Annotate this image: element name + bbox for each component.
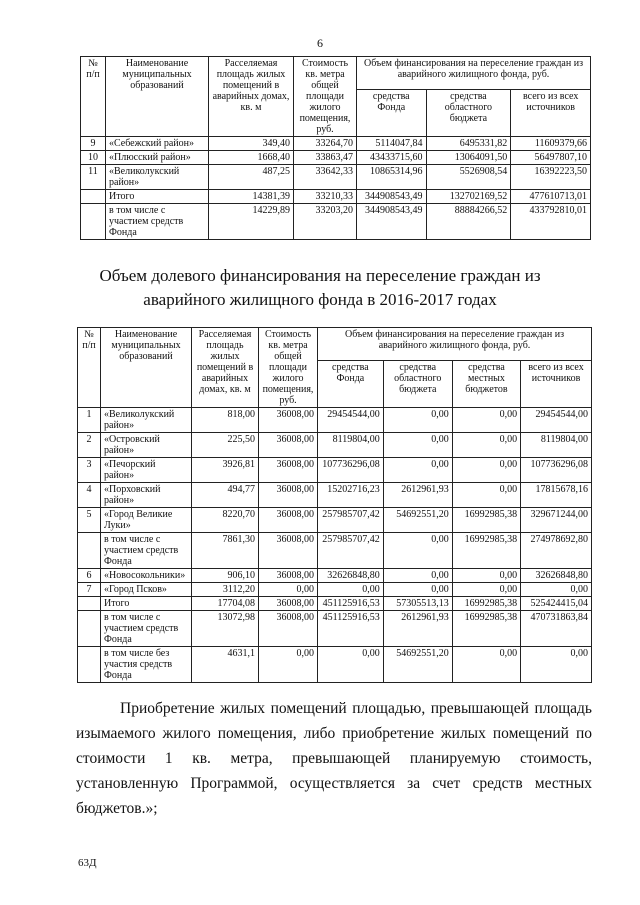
row-num	[81, 190, 106, 204]
row-area: 13072,98	[192, 611, 259, 647]
row-fund: 0,00	[318, 583, 384, 597]
row-area: 3926,81	[192, 458, 259, 483]
row-num: 9	[81, 137, 106, 151]
table-row	[78, 533, 592, 569]
header-cost: Стоимость кв. метра общей площади жилого помещения, руб.	[294, 57, 357, 137]
row-name: в том числе с участием средств Фонда	[106, 204, 209, 240]
row-total: 29454544,00	[521, 408, 592, 433]
row-regional: 57305513,13	[383, 597, 452, 611]
row-name: «Печорский район»	[101, 458, 192, 483]
header-regional: средства областного бюджета	[426, 89, 511, 136]
header-name: Наименование муниципальных образований	[101, 328, 192, 408]
row-total: 433792810,01	[511, 204, 591, 240]
row-fund: 0,00	[318, 647, 384, 683]
section-heading: Объем долевого финансирования на переселение граждан из аварийного жилищного фонда в 2016-2017 годах	[99, 266, 541, 309]
row-num: 7	[78, 583, 101, 597]
row-num: 2	[78, 433, 101, 458]
row-area: 3112,20	[192, 583, 259, 597]
row-fund: 32626848,80	[318, 569, 384, 583]
row-total: 17815678,16	[521, 483, 592, 508]
row-name: «Плюсский район»	[106, 151, 209, 165]
row-fund: 344908543,49	[357, 190, 427, 204]
row-total: 32626848,80	[521, 569, 592, 583]
table-row	[81, 151, 591, 165]
row-local: 0,00	[452, 569, 520, 583]
row-local: 0,00	[452, 458, 520, 483]
header-cost: Стоимость кв. метра общей площади жилого помещения, руб.	[259, 328, 318, 408]
row-num: 5	[78, 508, 101, 533]
financing-table-continued	[80, 56, 591, 240]
row-area: 906,10	[192, 569, 259, 583]
header-local: средства местных бюджетов	[452, 360, 520, 407]
table-row	[78, 569, 592, 583]
row-regional: 6495331,82	[426, 137, 511, 151]
row-total: 525424415,04	[521, 597, 592, 611]
row-regional: 132702169,52	[426, 190, 511, 204]
row-num	[78, 597, 101, 611]
row-cost: 33642,33	[294, 165, 357, 190]
row-total: 16392223,50	[511, 165, 591, 190]
row-cost: 36008,00	[259, 533, 318, 569]
row-local: 16992985,38	[452, 533, 520, 569]
row-num: 6	[78, 569, 101, 583]
row-regional: 0,00	[383, 533, 452, 569]
row-num	[78, 533, 101, 569]
row-area: 8220,70	[192, 508, 259, 533]
row-local: 0,00	[452, 433, 520, 458]
row-cost: 36008,00	[259, 508, 318, 533]
row-regional: 54692551,20	[383, 508, 452, 533]
table-row	[81, 190, 591, 204]
row-cost: 33264,70	[294, 137, 357, 151]
row-local: 16992985,38	[452, 597, 520, 611]
table-row	[78, 611, 592, 647]
row-regional: 2612961,93	[383, 611, 452, 647]
row-name: в том числе с участием средств Фонда	[101, 533, 192, 569]
row-regional: 54692551,20	[383, 647, 452, 683]
row-fund: 43433715,60	[357, 151, 427, 165]
row-num	[81, 204, 106, 240]
row-cost: 33203,20	[294, 204, 357, 240]
row-regional: 5526908,54	[426, 165, 511, 190]
header-num: № п/п	[78, 328, 101, 408]
row-name: Итого	[106, 190, 209, 204]
row-area: 7861,30	[192, 533, 259, 569]
row-cost: 36008,00	[259, 483, 318, 508]
header-total: всего из всех источников	[521, 360, 592, 407]
row-fund: 451125916,53	[318, 611, 384, 647]
header-fund: средства Фонда	[357, 89, 427, 136]
row-area: 225,50	[192, 433, 259, 458]
table-row	[78, 458, 592, 483]
row-cost: 36008,00	[259, 408, 318, 433]
row-regional: 0,00	[383, 458, 452, 483]
row-regional: 88884266,52	[426, 204, 511, 240]
row-name: «Новосокольники»	[101, 569, 192, 583]
row-fund: 257985707,42	[318, 508, 384, 533]
row-name: «Порховский район»	[101, 483, 192, 508]
row-num	[78, 647, 101, 683]
row-fund: 10865314,96	[357, 165, 427, 190]
row-name: «Великолукский район»	[101, 408, 192, 433]
row-name: «Город Великие Луки»	[101, 508, 192, 533]
row-name: «Себежский район»	[106, 137, 209, 151]
row-regional: 0,00	[383, 433, 452, 458]
header-fund: средства Фонда	[318, 360, 384, 407]
row-regional: 0,00	[383, 569, 452, 583]
row-local: 16992985,38	[452, 611, 520, 647]
row-cost: 0,00	[259, 647, 318, 683]
row-cost: 36008,00	[259, 569, 318, 583]
row-total: 329671244,00	[521, 508, 592, 533]
document-code: 63Д	[78, 857, 97, 869]
row-fund: 344908543,49	[357, 204, 427, 240]
row-name: «Великолукский район»	[106, 165, 209, 190]
row-local: 0,00	[452, 408, 520, 433]
row-local: 0,00	[452, 647, 520, 683]
row-name: «Город Псков»	[101, 583, 192, 597]
row-total: 477610713,01	[511, 190, 591, 204]
page-number: 6	[317, 36, 323, 50]
row-total: 274978692,80	[521, 533, 592, 569]
row-area: 14229,89	[209, 204, 294, 240]
row-num: 4	[78, 483, 101, 508]
row-cost: 36008,00	[259, 597, 318, 611]
row-num: 10	[81, 151, 106, 165]
row-fund: 257985707,42	[318, 533, 384, 569]
row-cost: 36008,00	[259, 458, 318, 483]
row-total: 0,00	[521, 647, 592, 683]
row-area: 349,40	[209, 137, 294, 151]
row-total: 0,00	[521, 583, 592, 597]
row-regional: 0,00	[383, 408, 452, 433]
row-fund: 29454544,00	[318, 408, 384, 433]
row-area: 17704,08	[192, 597, 259, 611]
row-local: 0,00	[452, 483, 520, 508]
table-row	[81, 137, 591, 151]
row-local: 0,00	[452, 583, 520, 597]
table-row	[81, 204, 591, 240]
row-area: 818,00	[192, 408, 259, 433]
header-regional: средства областного бюджета	[383, 360, 452, 407]
row-fund: 8119804,00	[318, 433, 384, 458]
row-total: 470731863,84	[521, 611, 592, 647]
row-name: в том числе с участием средств Фонда	[101, 611, 192, 647]
table-row	[78, 597, 592, 611]
row-area: 14381,39	[209, 190, 294, 204]
row-cost: 33210,33	[294, 190, 357, 204]
row-cost: 36008,00	[259, 433, 318, 458]
shared-financing-table	[77, 327, 592, 683]
row-area: 494,77	[192, 483, 259, 508]
row-regional: 13064091,50	[426, 151, 511, 165]
row-num	[78, 611, 101, 647]
row-fund: 15202716,23	[318, 483, 384, 508]
row-total: 8119804,00	[521, 433, 592, 458]
header-financing-group: Объем финансирования на переселение граждан из аварийного жилищного фонда, руб.	[318, 328, 592, 361]
header-total: всего из всех источников	[511, 89, 591, 136]
header-financing-group: Объем финансирования на переселение граждан из аварийного жилищного фонда, руб.	[357, 57, 591, 90]
row-local: 16992985,38	[452, 508, 520, 533]
row-area: 487,25	[209, 165, 294, 190]
row-num: 3	[78, 458, 101, 483]
row-fund: 107736296,08	[318, 458, 384, 483]
header-num: № п/п	[81, 57, 106, 137]
row-fund: 451125916,53	[318, 597, 384, 611]
table-row	[78, 508, 592, 533]
table-row	[78, 408, 592, 433]
header-area: Расселяемая площадь жилых помещений в аварийных домах, кв. м	[209, 57, 294, 137]
header-name: Наименование муниципальных образований	[106, 57, 209, 137]
row-fund: 5114047,84	[357, 137, 427, 151]
row-name: в том числе без участия средств Фонда	[101, 647, 192, 683]
table-row	[78, 583, 592, 597]
table-row	[81, 165, 591, 190]
table-row	[78, 483, 592, 508]
body-paragraph: Приобретение жилых помещений площадью, превышающей площадь изымаемого жилого помещения, либо приобретение жилых помещений по стоимости 1 кв. метра, превышающей планируемую стоимость, установленную Программой, осуществляется за счет средств местных бюджетов.»;	[76, 700, 592, 817]
row-cost: 36008,00	[259, 611, 318, 647]
table-row	[78, 433, 592, 458]
header-area: Расселяемая площадь жилых помещений в аварийных домах, кв. м	[192, 328, 259, 408]
row-name: «Островский район»	[101, 433, 192, 458]
row-regional: 0,00	[383, 583, 452, 597]
row-area: 4631,1	[192, 647, 259, 683]
row-cost: 33863,47	[294, 151, 357, 165]
table-row	[78, 647, 592, 683]
row-num: 1	[78, 408, 101, 433]
row-total: 56497807,10	[511, 151, 591, 165]
row-cost: 0,00	[259, 583, 318, 597]
row-total: 11609379,66	[511, 137, 591, 151]
row-regional: 2612961,93	[383, 483, 452, 508]
row-num: 11	[81, 165, 106, 190]
row-total: 107736296,08	[521, 458, 592, 483]
row-name: Итого	[101, 597, 192, 611]
row-area: 1668,40	[209, 151, 294, 165]
